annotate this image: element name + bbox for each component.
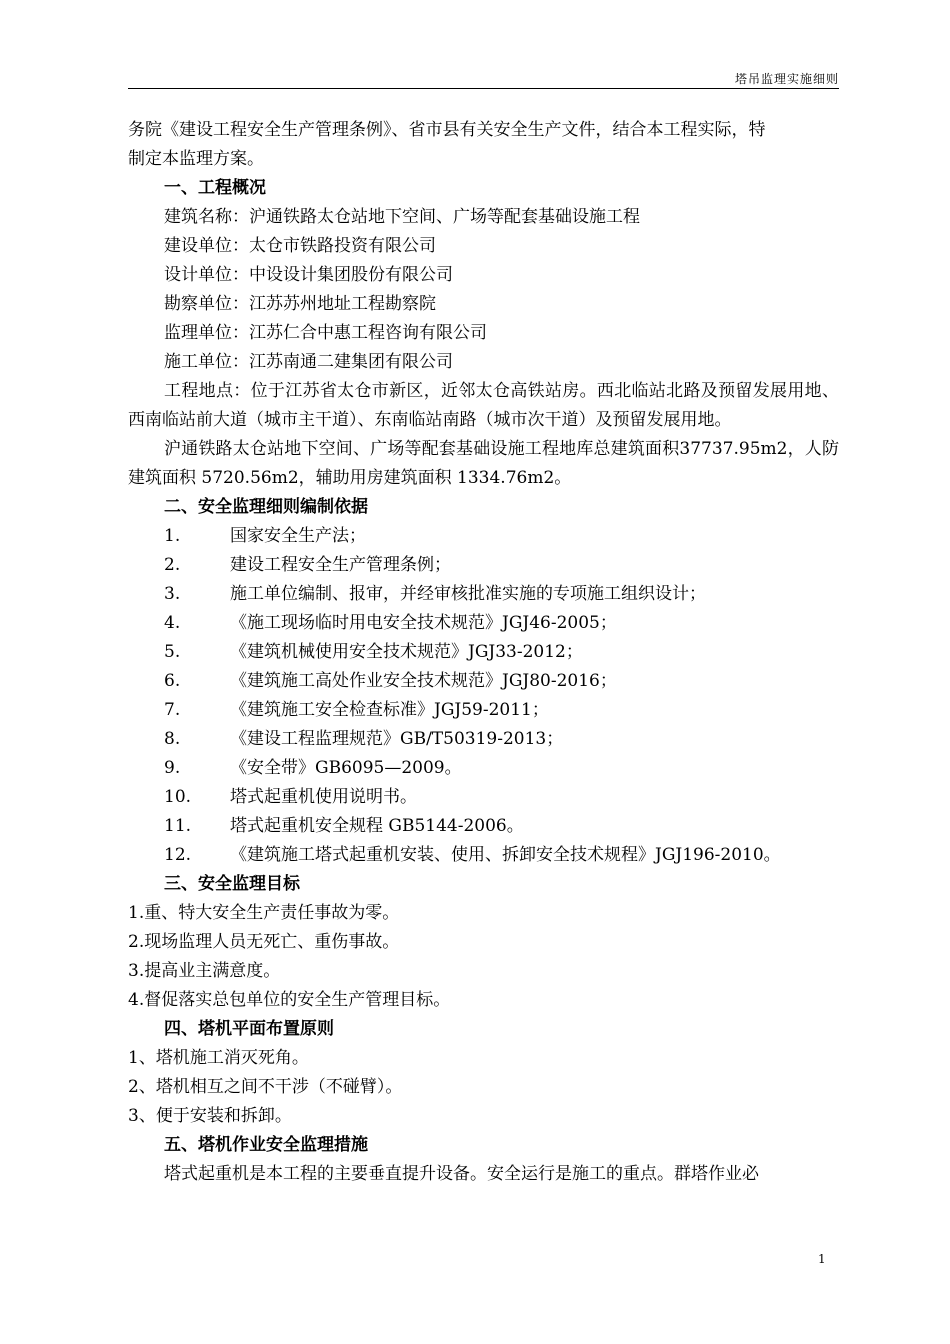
- project-area: 沪通铁路太仓站地下空间、广场等配套基础设施工程地库总建筑面积37737.95m2，人防建筑面积 5720.56m2，辅助用房建筑面积 1334.76m2。: [128, 439, 839, 488]
- survey-unit: 勘察单位：江苏苏州地址工程勘察院: [164, 294, 436, 314]
- goal-item: 4.督促落实总包单位的安全生产管理目标。: [128, 990, 451, 1010]
- goal-item: 3.提高业主满意度。: [128, 961, 281, 981]
- basis-item: 3. 施工单位编制、报审，并经审核批准实施的专项施工组织设计；: [164, 584, 706, 604]
- owner-unit: 建设单位：太仓市铁路投资有限公司: [164, 236, 436, 256]
- basis-item: 1. 国家安全生产法；: [164, 526, 366, 546]
- design-unit: 设计单位：中设设计集团股份有限公司: [164, 265, 453, 285]
- section-2-heading: 二、安全监理细则编制依据: [164, 497, 368, 517]
- section-5-heading: 五、塔机作业安全监理措施: [164, 1135, 368, 1155]
- basis-item: 8. 《建设工程监理规范》GB/T50319-2013；: [164, 729, 564, 749]
- basis-item: 9. 《安全带》GB6095—2009。: [164, 758, 462, 778]
- basis-item: 2. 建设工程安全生产管理条例；: [164, 555, 451, 575]
- basis-item: 12. 《建筑施工塔式起重机安装、使用、拆卸安全技术规程》JGJ196-2010。: [164, 845, 781, 865]
- principle-item: 3、便于安装和拆卸。: [128, 1106, 292, 1126]
- section-3-heading: 三、安全监理目标: [164, 874, 300, 894]
- basis-item: 7. 《建筑施工安全检查标准》JGJ59-2011；: [164, 700, 549, 720]
- construction-unit: 施工单位：江苏南通二建集团有限公司: [164, 352, 453, 372]
- header-title: 塔吊监理实施细则: [734, 72, 839, 86]
- basis-item: 4. 《施工现场临时用电安全技术规范》JGJ46-2005；: [164, 613, 617, 633]
- basis-item: 11. 塔式起重机安全规程 GB5144-2006。: [164, 816, 524, 836]
- goal-item: 1.重、特大安全生产责任事故为零。: [128, 903, 400, 923]
- basis-item: 6. 《建筑施工高处作业安全技术规范》JGJ80-2016；: [164, 671, 617, 691]
- section-5-text: 塔式起重机是本工程的主要垂直提升设备。安全运行是施工的重点。群塔作业必: [164, 1164, 759, 1184]
- intro-line-2: 制定本监理方案。: [128, 149, 264, 169]
- project-location: 工程地点：位于江苏省太仓市新区，近邻太仓高铁站房。西北临站北路及预留发展用地、西南临站前大道（城市主干道）、东南临站南路（城市次干道）及预留发展用地。: [128, 381, 839, 430]
- basis-item: 10. 塔式起重机使用说明书。: [164, 787, 417, 807]
- principle-item: 1、塔机施工消灭死角。: [128, 1048, 309, 1068]
- supervision-unit: 监理单位：江苏仁合中惠工程咨询有限公司: [164, 323, 487, 343]
- section-1-heading: 一、工程概况: [164, 178, 266, 198]
- page-number: 1: [818, 1252, 826, 1266]
- project-name: 建筑名称：沪通铁路太仓站地下空间、广场等配套基础设施工程: [164, 207, 640, 227]
- goal-item: 2.现场监理人员无死亡、重伤事故。: [128, 932, 400, 952]
- page-header: [128, 70, 839, 89]
- basis-item: 5. 《建筑机械使用安全技术规范》JGJ33-2012；: [164, 642, 583, 662]
- principle-item: 2、塔机相互之间不干涉（不碰臂）。: [128, 1077, 403, 1097]
- section-4-heading: 四、塔机平面布置原则: [164, 1019, 334, 1039]
- intro-line-1: 务院《建设工程安全生产管理条例》、省市县有关安全生产文件，结合本工程实际，特: [128, 120, 766, 140]
- document-body: [128, 116, 839, 1189]
